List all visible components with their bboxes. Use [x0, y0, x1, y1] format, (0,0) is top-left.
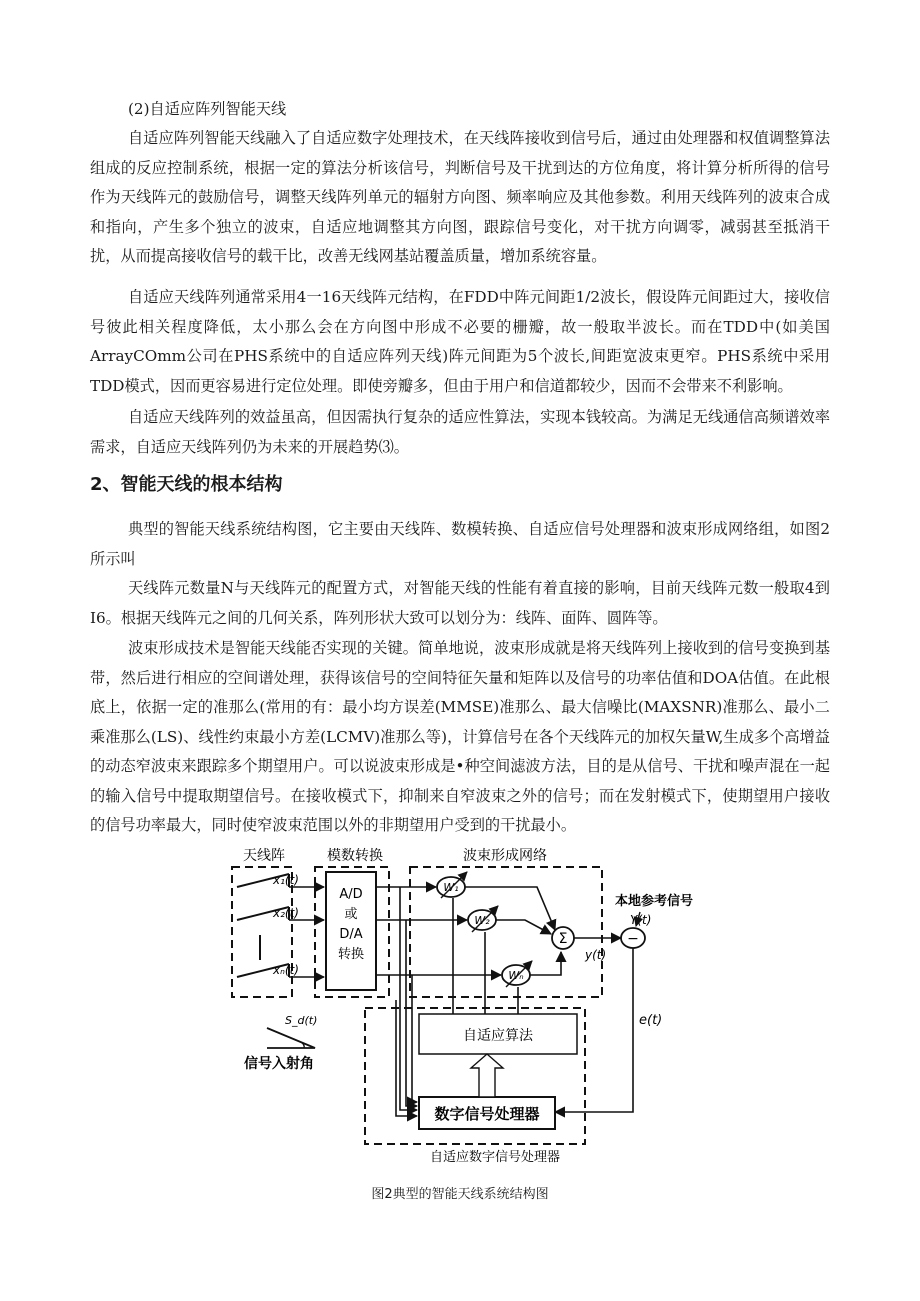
- svg-text:或: 或: [344, 907, 358, 922]
- paragraph-adaptive-3: 自适应天线阵列的效益虽高，但因需执行复杂的适应性算法，实现本钱较高。为满足无线通信高频谱效率需求，自适应天线阵列仍为未来的开展趋势⑶。: [90, 408, 830, 456]
- svg-text:D/A: D/A: [339, 927, 363, 942]
- incident-angle-label: 信号入射角: [244, 1056, 314, 1072]
- antenna-elements: [237, 874, 289, 977]
- svg-text:自适应算法: 自适应算法: [463, 1028, 533, 1044]
- paragraph-structure-3: 波束形成技术是智能天线能否实现的关键。简单地说，波束形成就是将天线阵列上接收到的信号变换到基带，然后进行相应的空间谱处理，获得该信号的空间特征矢量和矩阵以及信号的功率估值和DOA估值。在此根底上，依据一定的准那么(常用的有：最小均方误差(MMSE)准那么、最大信噪比(MAXSNR)准那么、最小二乘准那么(LS)、线性约束最小方差(LCMV)准那么等)，计算信号在各个天线阵元的加权矢量W,生成多个高增益的动态窄波束来跟踪多个期望用户。可以说波束形成是•种空间滤波方法，目的是从信号、干扰和噪声混在一起的输入信号中提取期望信号。在接收模式下，抑制来自窄波束之外的信号；而在发射模式下，使期望用户接收的信号功率最大，同时使窄波束范围以外的非期望用户受到的干扰最小。: [90, 639, 830, 834]
- figure-caption: 图2典型的智能天线系统结构图: [371, 1187, 549, 1202]
- paragraph-adaptive-1: 自适应阵列智能天线融入了自适应数字处理技术，在天线阵接收到信号后，通过由处理器和权值调整算法组成的反应控制系统，根据一定的算法分析该信号，判断信号及干扰到达的方位角度，将计算分析所得的信号作为天线阵元的鼓励信号，调整天线阵列单元的辐射方向图、频率响应及其他参数。利用天线阵列的波束合成和指向，产生多个独立的波束，自适应地调整其方向图，跟踪信号变化，对干扰方向调零，减弱甚至抵消干扰，从而提高接收信号的载干比，改善无线网基站覆盖质量，增加系统容量。: [90, 129, 830, 265]
- svg-text:−: −: [627, 931, 639, 947]
- paragraph-structure-2: 天线阵元数量N与天线阵元的配置方式，对智能天线的性能有着直接的影响，目前天线阵元数一般取4到I6。根据天线阵元之间的几何关系，阵列形状大致可以划分为：线阵、面阵、圆阵等。: [90, 579, 830, 627]
- weight-w1-label: W₁: [443, 881, 459, 894]
- smart-antenna-diagram: [215, 840, 695, 1180]
- section-heading: 2、智能天线的根本结构: [90, 474, 283, 495]
- label-beamforming-network: 波束形成网络: [463, 848, 547, 864]
- paragraph-adaptive-2: 自适应天线阵列通常采用4一16天线阵元结构，在FDD中阵元间距1/2波长，假设阵元间距过大，接收信号彼此相关程度降低，太小那么会在方向图中形成不必要的栅瓣，故一般取半波长。而在TDD中(如美国ArrayCOmm公司在PHS系统中的自适应阵列天线)阵元间距为5个波长,间距宽波束更窄。PHS系统中采用TDD模式，因而更容易进行定位处理。即使旁瓣多，但由于用户和信道都较少，因而不会带来不利影响。: [90, 288, 830, 395]
- paragraph-structure-1: 典型的智能天线系统结构图，它主要由天线阵、数模转换、自适应信号处理器和波束形成网络组，如图2所示叫: [90, 520, 830, 568]
- svg-text:Σ: Σ: [558, 931, 568, 947]
- label-antenna-array: 天线阵: [243, 848, 285, 864]
- signal-xn-label: xₙ(t): [273, 963, 299, 977]
- error-signal-label: e(t): [639, 1013, 663, 1028]
- reference-signal-label: 本地参考信号: [615, 894, 694, 909]
- svg-text:转换: 转换: [337, 947, 365, 962]
- subsection-title: (2)自适应阵列智能天线: [128, 100, 287, 118]
- svg-text:数字信号处理器: 数字信号处理器: [434, 1105, 540, 1123]
- weight-wn-label: Wₙ: [508, 969, 524, 982]
- output-y-label: y(t): [585, 948, 607, 962]
- signal-sd-label: S_d(t): [285, 1014, 318, 1027]
- weight-w2-label: W₂: [474, 914, 490, 927]
- signal-x1-label: x₁(t): [273, 873, 299, 887]
- adaptive-dsp-label: 自适应数字信号处理器: [429, 1150, 561, 1165]
- svg-text:A/D: A/D: [339, 887, 363, 902]
- reference-y-label: Y(t): [630, 913, 652, 927]
- label-ad-conversion: 模数转换: [327, 848, 383, 864]
- signal-x2-label: x₂(t): [273, 906, 299, 920]
- hollow-arrow: [471, 1054, 503, 1097]
